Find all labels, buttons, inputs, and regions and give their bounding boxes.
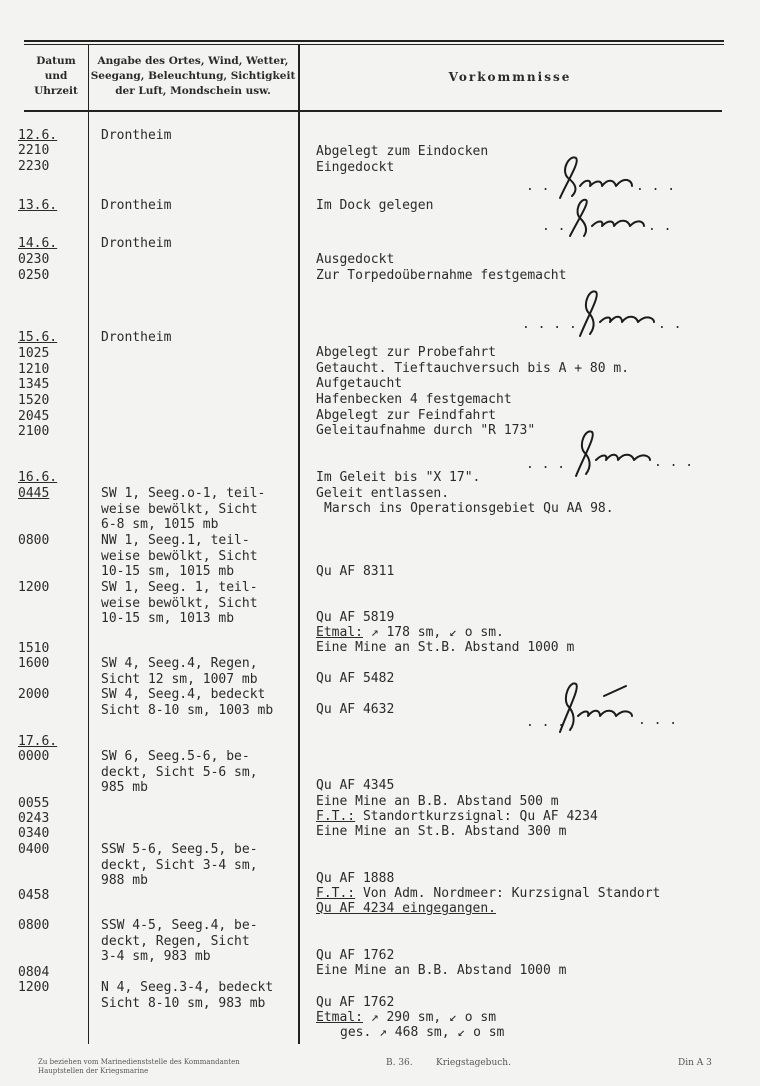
column-divider-1 xyxy=(88,44,89,1044)
svg-text:. .: . . xyxy=(658,317,682,332)
footer-left: Zu beziehen vom Marinedienststelle des Kommandanten Hauptstellen der Kriegsmarine xyxy=(38,1058,240,1075)
time: 1600 xyxy=(18,656,50,671)
location: Drontheim xyxy=(101,236,172,251)
event: Abgelegt zur Feindfahrt xyxy=(316,408,497,423)
signature-icon xyxy=(520,286,700,342)
event: Geleitaufnahme durch "R 173" xyxy=(316,423,536,438)
time: 0800 xyxy=(18,533,50,548)
header-events-column: Vorkommnisse xyxy=(448,70,572,84)
column-divider-2 xyxy=(298,44,300,1044)
weather-entry: SSW 4-5, Seeg.4, be- deckt, Regen, Sicht 3-4 sm, 983 mb xyxy=(101,918,258,965)
time: 1025 xyxy=(18,346,50,361)
svg-text:. .: . . xyxy=(648,219,672,234)
event: Qu AF 8311 xyxy=(316,564,395,579)
location: Drontheim xyxy=(101,330,172,345)
time: 1345 xyxy=(18,377,50,392)
arrow-up-right-icon: ↗ xyxy=(370,1010,379,1025)
svg-text:. . . .: . . . . xyxy=(522,317,577,332)
time: 0340 xyxy=(18,826,50,841)
event: Qu AF 1888 xyxy=(316,871,395,886)
time: 1200 xyxy=(18,980,50,995)
header-bottom-rule xyxy=(24,110,722,112)
arrow-up-right-icon: ↗ xyxy=(379,1025,387,1040)
event: Abgelegt zum Eindocken xyxy=(316,144,489,159)
signature-icon xyxy=(520,424,700,480)
time: 0804 xyxy=(18,965,50,980)
signature-icon xyxy=(520,676,700,736)
weather-entry: NW 1, Seeg.1, teil- weise bewölkt, Sicht 10-15 sm, 1015 mb xyxy=(101,533,258,580)
date-13-6: 13.6. xyxy=(18,198,58,213)
event: Hafenbecken 4 festgemacht xyxy=(316,392,512,407)
time: 2210 xyxy=(18,143,50,158)
header-date-column: Datum und Uhrzeit xyxy=(34,55,78,97)
header-location-column: Angabe des Ortes, Wind, Wetter, Seegang, Beleuchtung, Sichtigkeit der Luft, Mondschein usw. xyxy=(90,55,296,97)
event: Eine Mine an B.B. Abstand 500 m xyxy=(316,794,559,809)
event: Qu AF 5482 xyxy=(316,671,395,686)
event: Eingedockt xyxy=(316,160,395,175)
etmal-line: Etmal: ↗ 290 sm, ↙ o sm xyxy=(316,1010,497,1025)
event: Im Geleit bis "X 17". xyxy=(316,470,481,485)
date-17-6: 17.6. xyxy=(18,734,58,749)
time: 0055 xyxy=(18,796,50,811)
weather-entry: SW 4, Seeg.4, bedeckt Sicht 8-10 sm, 1003 mb xyxy=(101,687,274,718)
arrow-up-right-icon: ↗ xyxy=(370,625,379,640)
event: Zur Torpedoübernahme festgemacht xyxy=(316,268,567,283)
svg-text:. .: . . xyxy=(542,219,566,234)
header-top-rule-2 xyxy=(24,44,724,45)
date-16-6: 16.6. xyxy=(18,470,58,485)
date-12-6: 12.6. xyxy=(18,128,58,143)
event: F.T.: Von Adm. Nordmeer: Kurzsignal Standort xyxy=(316,886,661,901)
weather-entry: SW 1, Seeg. 1, teil- weise bewölkt, Sicht 10-15 sm, 1013 mb xyxy=(101,580,258,627)
time: 1200 xyxy=(18,580,50,595)
time: 0458 xyxy=(18,888,50,903)
event: Ausgedockt xyxy=(316,252,395,267)
event: Im Dock gelegen xyxy=(316,198,434,213)
arrow-down-left-icon: ↙ xyxy=(449,1010,457,1025)
weather-entry: SSW 5-6, Seeg.5, be- deckt, Sicht 3-4 sm, 988 mb xyxy=(101,842,258,889)
event: Getaucht. Tieftauchversuch bis A + 80 m. xyxy=(316,361,630,376)
arrow-down-left-icon: ↙ xyxy=(457,1025,466,1040)
footer-form-number: B. 36. xyxy=(386,1058,413,1068)
event: Marsch ins Operationsgebiet Qu AA 98. xyxy=(324,501,614,516)
date-14-6: 14.6. xyxy=(18,236,58,251)
time: 0445 xyxy=(18,486,50,501)
total-line: ges. ↗ 468 sm, ↙ o sm xyxy=(340,1025,505,1040)
signature-icon xyxy=(540,196,700,242)
time: 2100 xyxy=(18,424,50,439)
time: 1520 xyxy=(18,393,50,408)
header-top-rule xyxy=(24,40,724,42)
svg-text:. . .: . . . xyxy=(526,457,566,472)
weather-entry: SW 4, Seeg.4, Regen, Sicht 12 sm, 1007 mb xyxy=(101,656,258,687)
event: Eine Mine an B.B. Abstand 1000 m xyxy=(316,963,567,978)
event: Geleit entlassen. xyxy=(316,486,450,501)
weather-entry: SW 6, Seeg.5-6, be- deckt, Sicht 5-6 sm, 985 mb xyxy=(101,749,258,796)
event: Eine Mine an St.B. Abstand 1000 m xyxy=(316,640,575,655)
svg-text:. . .: . . . xyxy=(526,715,566,730)
time: 0243 xyxy=(18,811,50,826)
time: 0250 xyxy=(18,268,50,283)
time: 2000 xyxy=(18,687,50,702)
event: Qu AF 4345 xyxy=(316,778,395,793)
event: Qu AF 4234 eingegangen. xyxy=(316,901,497,916)
footer-paper-size: Din A 3 xyxy=(678,1058,712,1068)
etmal-line: Etmal: ↗ 178 sm, ↙ o sm. xyxy=(316,625,504,640)
event: Abgelegt zur Probefahrt xyxy=(316,345,497,360)
time: 0230 xyxy=(18,252,50,267)
event: F.T.: Standortkurzsignal: Qu AF 4234 xyxy=(316,809,598,824)
event: Qu AF 5819 xyxy=(316,610,395,625)
event: Eine Mine an St.B. Abstand 300 m xyxy=(316,824,567,839)
footer-form-name: Kriegstagebuch. xyxy=(436,1058,511,1068)
location: Drontheim xyxy=(101,128,172,143)
time: 1210 xyxy=(18,362,50,377)
time: 1510 xyxy=(18,641,50,656)
time: 0800 xyxy=(18,918,50,933)
time: 2045 xyxy=(18,409,50,424)
date-15-6: 15.6. xyxy=(18,330,58,345)
svg-text:. . .: . . . xyxy=(638,713,678,728)
event: Qu AF 1762 xyxy=(316,948,395,963)
weather-entry: N 4, Seeg.3-4, bedeckt Sicht 8-10 sm, 983 mb xyxy=(101,980,274,1011)
event: Aufgetaucht xyxy=(316,376,403,391)
svg-text:. . .: . . . xyxy=(636,179,676,194)
weather-entry: SW 1, Seeg.o-1, teil- weise bewölkt, Sicht 6-8 sm, 1015 mb xyxy=(101,486,266,533)
time: 0400 xyxy=(18,842,50,857)
arrow-down-left-icon: ↙ xyxy=(449,625,457,640)
location: Drontheim xyxy=(101,198,172,213)
time: 2230 xyxy=(18,159,50,174)
event: Qu AF 4632 xyxy=(316,702,395,717)
event: Qu AF 1762 xyxy=(316,995,395,1010)
time: 0000 xyxy=(18,749,50,764)
svg-text:. . .: . . . xyxy=(654,455,694,470)
svg-text:. .: . . xyxy=(526,179,550,194)
